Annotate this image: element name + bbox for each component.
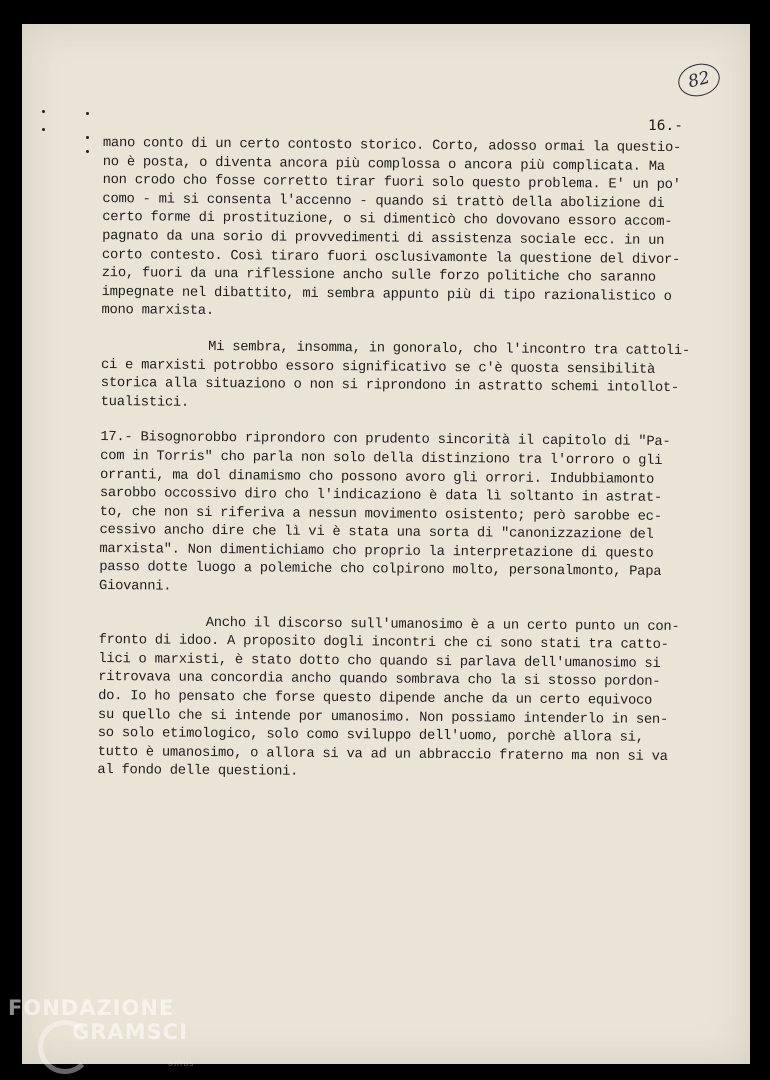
watermark-line-2: GRAMSCI [72,1020,188,1044]
text-line: non crodo cho fosse corretto tirar fuori solo questo problema. E' un po' [102,173,681,194]
gramsci-logo-icon [38,1020,92,1074]
text-line: mano conto di un certo contosto storico. Corto, adosso ormai la questio- [102,135,682,157]
text-line: pagnato da una sorio di provvedimenti di assistenza sociale ecc. in un [102,228,665,249]
text-line: passo dotte luogo a polemiche cho colpirono molto, personalmonto, Papa [99,560,662,581]
punch-mark [86,136,89,139]
text-line: lici o marxisti, è stato dotto cho quando si parlava dell'umanosimo si [98,651,661,672]
text-line: to, che non si riferiva a nessun movimento osistento; però sarobbe ec- [99,504,662,525]
text-line: al fondo delle questioni. [97,763,299,781]
paragraph [97,614,738,787]
text-line: storica alla situaziono o non si riprondono in astratto schemi intollot- [100,376,679,397]
text-line: ci e marxisti potrobbo essoro significativo se c'è quosta sensibilità [100,357,656,378]
text-line: mono marxista. [101,303,214,320]
text-line: com in Torris" cho parla non solo della distinziono tra l'orroro o gli [100,448,663,469]
punch-mark [42,110,45,113]
fondazione-gramsci-watermark [8,996,195,1068]
text-line: corto contesto. Così tiraro fuori osclusivamonte la questione del divor- [101,247,681,268]
text-line: fronto di idoo. A proposito dogli incontri che ci sono stati tra catto- [98,633,669,654]
text-line: zio, fuori da una riflessione ancho sulle forzo politiche cho saranno [101,266,656,286]
text-line: tualistici. [100,394,190,411]
watermark-tag: onlus [168,1059,195,1068]
page-number: 16.- [648,118,683,134]
text-line: 17.- Bisognorobbo riprondoro con prudento sincorità il capitolo di "Pa- [100,430,671,451]
paragraph [101,338,742,418]
text-line: no è posta, o diventa ancora più complossa o ancora più complicata. Ma [102,154,665,175]
text-line: do. Io ho pensato che forse questo dipende anche da un certo equivoco [98,689,653,709]
text-line: tutto è umanosimo, o allora si va ad un abbraccio fraterno ma non si va [97,744,668,765]
text-line: impegnate nel dibattito, mi sembra appunto più di tipo razionalistico o [101,284,672,305]
punch-mark [86,150,89,153]
document-page [22,24,750,1064]
text-line: marxista". Non dimentichiamo cho proprio la interpretazione di questo [99,541,654,562]
text-line: so solo etimologico, solo como sviluppo dell'uomo, porchè allora si, [97,726,644,746]
punch-mark [42,128,45,131]
text-line: su quello che si intende por umanosimo. Non possiamo intenderlo in sen- [97,707,669,728]
punch-mark [86,112,89,115]
paragraph [101,135,743,327]
typed-text-body [97,135,743,804]
text-line: ritrovava una concordia ancho quando sombrava cho la si stosso pordon- [98,670,661,691]
watermark-line-1: FONDAZIONE [8,996,175,1020]
text-line: orranti, ma dol dinamismo cho possono avoro gli orrori. Indubbiamonto [99,467,655,488]
text-line: Giovanni. [98,579,172,595]
text-line: como - mi si consenta l'accenno - quando si trattò della abolizione di [102,191,665,212]
text-line: Mi sembra, insomma, in gonoralo, cho l'incontro tra cattoli- [208,339,690,360]
paragraph [99,429,740,602]
text-line: Ancho il discorso sull'umanosimo è a un certo punto un con- [205,615,680,635]
text-line: sarobbo occossivo diro cho l'indicaziono è data lì soltanto in astrat- [99,486,662,506]
text-line: cessivo ancho dire che lì vi è stata una sorta di "canonizzazione del [99,523,654,544]
handwritten-folio-number: 82 [675,59,723,100]
text-line: certo forme di prostituzione, o si dimenticò cho dovovano essoro accom- [102,210,673,231]
